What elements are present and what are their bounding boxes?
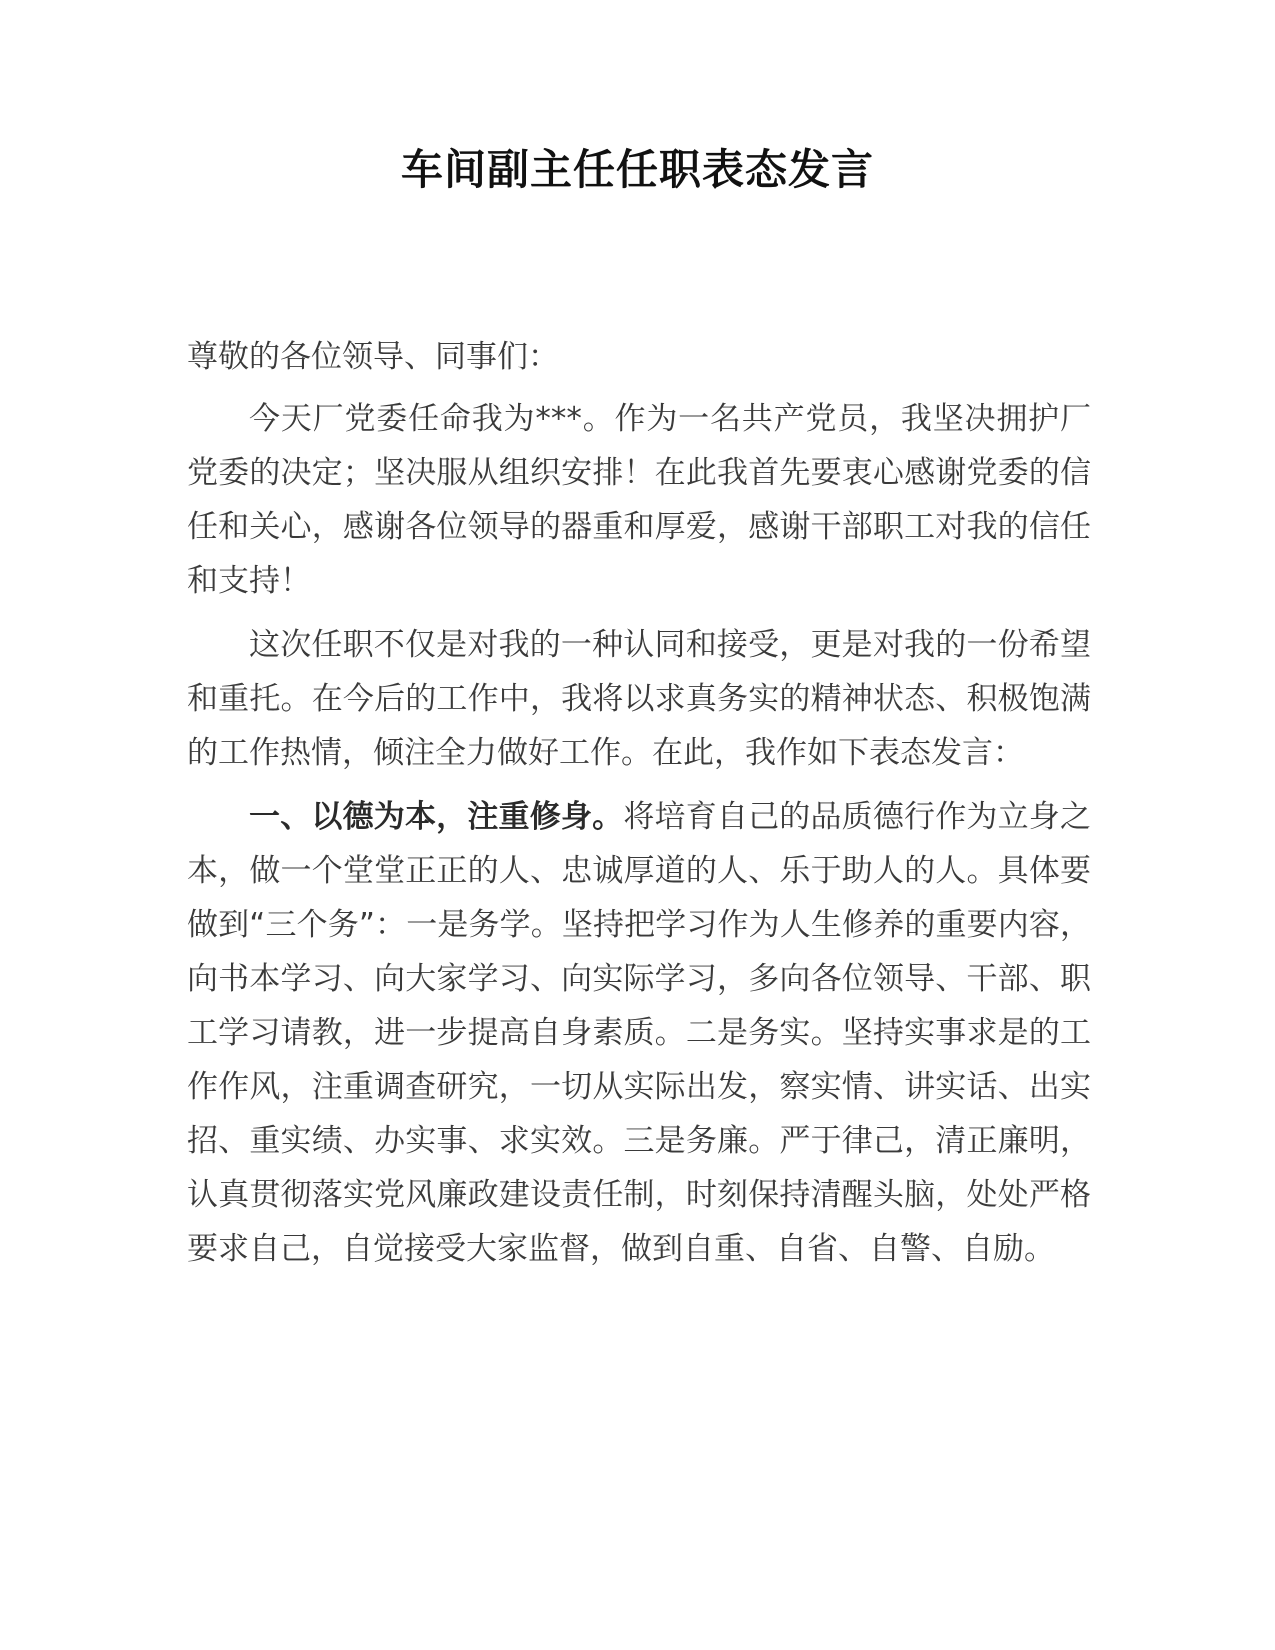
- salutation: 尊敬的各位领导、同事们：: [187, 339, 559, 375]
- point-one-heading: 一、以德为本，注重修身。: [249, 799, 624, 835]
- document-title: 车间副主任任职表态发言: [400, 145, 874, 194]
- paragraph-point-one: [187, 790, 1091, 1276]
- point-one-text: 将培育自己的品质德行作为立身之本，做一个堂堂正正的人、忠诚厚道的人、乐于助人的人。具体要做到“三个务”：一是务学。坚持把学习作为人生修养的重要内容，向书本学习、向大家学习、向实际学习，多向各位领导、干部、职工学习请教，进一步提高自身素质。二是务实。坚持实事求是的工作作风，注重调查研究，一切从实际出发，察实情、讲实话、出实招、重实绩、办实事、求实效。三是务廉。严于律己，清正廉明，认真贯彻落实党风廉政建设责任制，时刻保持清醒头脑，处处严格要求自己，自觉接受大家监督，做到自重、自省、自警、自励。: [187, 799, 1092, 1267]
- document-body: [187, 330, 1091, 1286]
- paragraph-commitment: 这次任职不仅是对我的一种认同和接受，更是对我的一份希望和重托。在今后的工作中，我将以求真务实的精神状态、积极饱满的工作热情，倾注全力做好工作。在此，我作如下表态发言：: [187, 627, 1091, 771]
- paragraph-appointment: 今天厂党委任命我为***。作为一名共产党员，我坚决拥护厂党委的决定；坚决服从组织安排！在此我首先要衷心感谢党委的信任和关心，感谢各位领导的器重和厚爱，感谢干部职工对我的信任和支持！: [187, 401, 1091, 599]
